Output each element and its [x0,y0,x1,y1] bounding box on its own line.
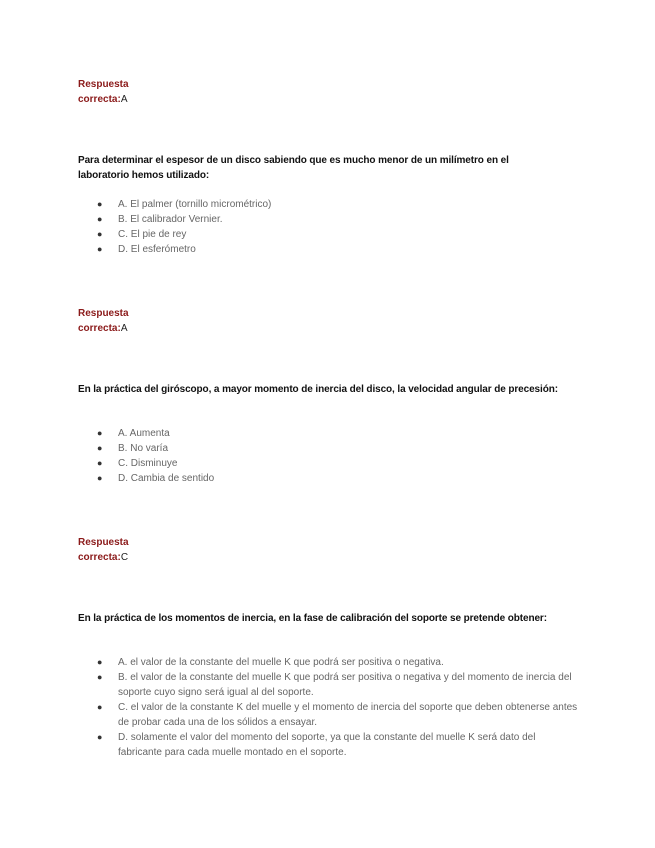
bullet-icon: ● [97,458,103,468]
option-item [78,730,578,760]
answer-line [78,321,129,336]
question-1: Para determinar el espesor de un disco sabiendo que es mucho menor de un milímetro en el laboratorio hemos utilizado: [78,155,509,181]
option-item [78,655,578,670]
options-list-3 [78,655,578,760]
option-text: C. Disminuye [118,458,178,469]
options-list-2 [78,426,578,486]
option-item [78,227,578,242]
bullet-icon: ● [97,443,103,453]
option-text: A. Aumenta [118,428,170,439]
option-text: D. El esferómetro [118,244,196,255]
option-item [78,426,578,441]
bullet-icon: ● [97,214,103,224]
bullet-icon: ● [97,473,103,483]
answer-prefix: correcta: [78,94,121,105]
option-item [78,456,578,471]
option-item [78,700,578,730]
option-item [78,242,578,257]
option-text: B. el valor de la constante del muelle K que podrá ser positiva o negativa y del momento de inercia del soporte cuyo signo será igual al del soporte. [118,672,572,698]
answer-value: A [120,323,128,334]
bullet-icon: ● [97,732,103,742]
answer-label: Respuesta [78,79,129,90]
option-item [78,197,578,212]
option-item [78,441,578,456]
option-text: C. El pie de rey [118,229,187,240]
answer-prefix: correcta: [78,552,121,563]
question-3: En la práctica de los momentos de inercia, en la fase de calibración del soporte se pretende obtener: [78,613,547,624]
answer-block-2 [78,306,129,336]
question-2: En la práctica del giróscopo, a mayor momento de inercia del disco, la velocidad angular de precesión: [78,384,558,395]
option-item [78,471,578,486]
option-text: D. solamente el valor del momento del soporte, ya que la constante del muelle K será dato del fabricante para cada muelle montado en el soporte. [118,732,536,758]
bullet-icon: ● [97,229,103,239]
bullet-icon: ● [97,672,103,682]
answer-line [78,92,129,107]
answer-prefix: correcta: [78,323,121,334]
option-text: A. El palmer (tornillo micrométrico) [118,199,272,210]
answer-label: Respuesta [78,308,129,319]
bullet-icon: ● [97,199,103,209]
answer-value: A [120,94,128,105]
option-item [78,212,578,227]
answer-block-3 [78,535,129,565]
answer-block-1 [78,77,129,107]
option-text: B. El calibrador Vernier. [118,214,223,225]
option-text: B. No varía [118,443,169,454]
option-text: A. el valor de la constante del muelle K que podrá ser positiva o negativa. [118,657,444,668]
option-item [78,670,578,700]
bullet-icon: ● [97,657,103,667]
bullet-icon: ● [97,428,103,438]
answer-line [78,550,129,565]
option-text: D. Cambia de sentido [118,473,215,484]
bullet-icon: ● [97,244,103,254]
options-list-1 [78,197,578,257]
answer-value: C [120,552,129,563]
option-text: C. el valor de la constante K del muelle y el momento de inercia del soporte que deben obtenerse antes de probar cada una de los sólidos a ensayar. [118,702,578,728]
answer-label: Respuesta [78,537,129,548]
bullet-icon: ● [97,702,103,712]
